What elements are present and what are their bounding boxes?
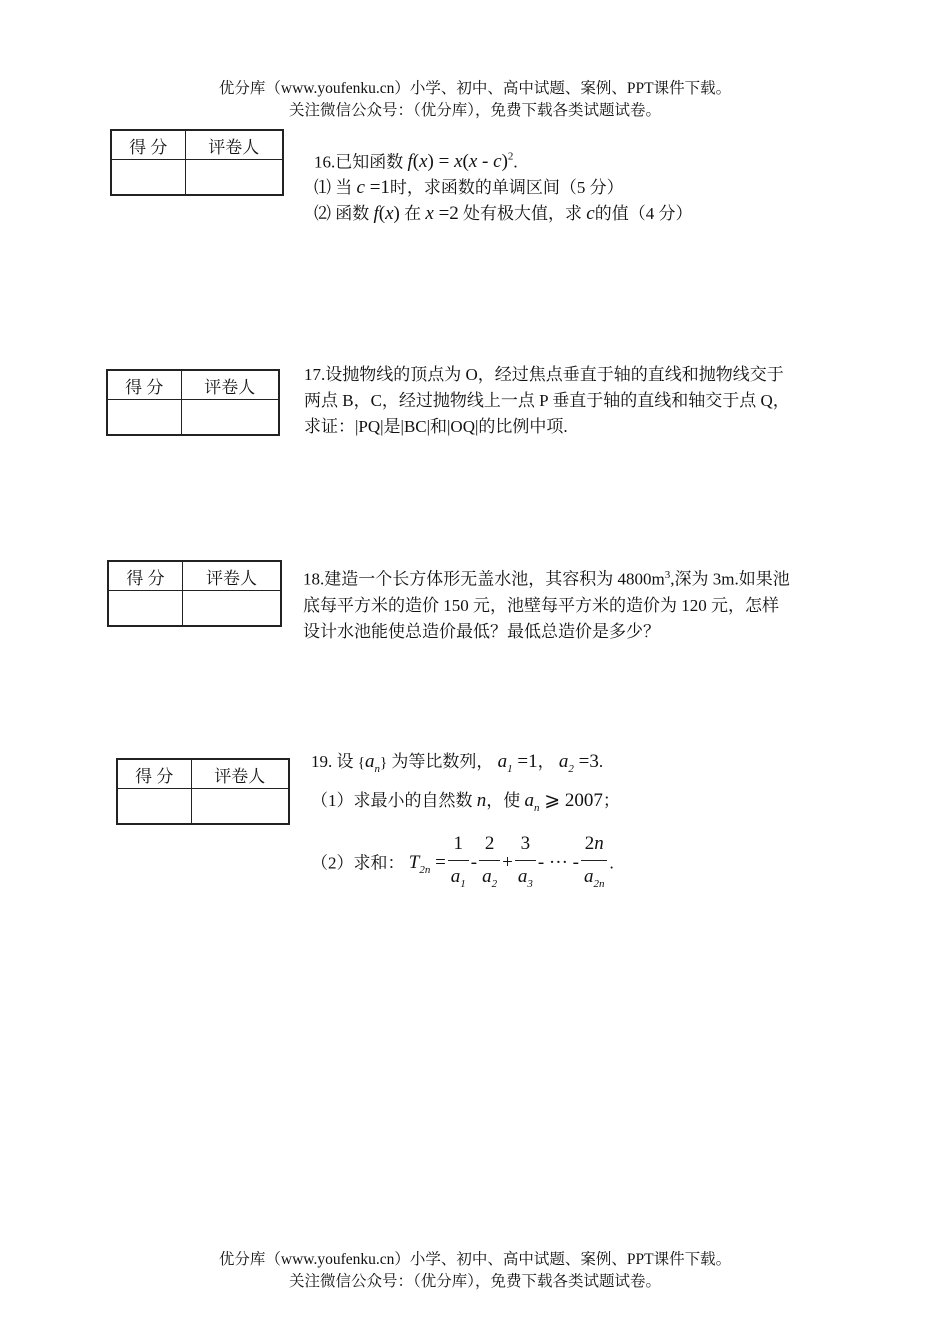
score-label: 得 分 [108,561,183,591]
q17-line-1: 17.设抛物线的顶点为 O，经过焦点垂直于轴的直线和抛物线交于 [304,365,784,384]
footer-line-2: 关注微信公众号：（优分库），免费下载各类试题试卷。 [288,1273,661,1290]
q19-sum-formula: $T_{2n}$ = $\frac{1}{a_1}$ - $\frac{2}{a_2}$ + $\frac{3}{a_3}$ - ··· - $\frac{2n}{a_{2n}}$ [409,852,610,873]
grader-blank[interactable] [185,160,283,196]
grader-label: 评卷人 [183,561,281,591]
grader-blank[interactable] [183,591,281,627]
q16-function-formula: f(x) = x(x - c)$^2$ [407,151,514,173]
q17-line-3: 求证：|PQ|是|BC|和|OQ|的比例中项. [304,417,568,436]
grader-label: 评卷人 [191,759,289,789]
grader-label: 评卷人 [185,130,283,160]
page-header [0,78,950,122]
q16-part-2: ⑵ 函数 f(x) 在 x =2 处有极大值，求 c的值（4 分） [314,203,693,225]
question-18 [303,562,790,645]
q16-part-1: ⑴ 当 c =1时，求函数的单调区间（5 分） [314,177,624,199]
score-blank[interactable] [107,400,181,436]
q19-part-1: （1）求最小的自然数 n，使 $a_n$ ⩾ 2007； [311,789,620,814]
score-box-q18 [107,560,282,627]
header-line-1: 优分库（www.youfenku.cn）小学、初中、高中试题、案例、PPT课件下载。 [218,80,732,97]
grader-label: 评卷人 [181,370,279,400]
score-box-q19 [116,758,290,825]
q18-line-3: 设计水池能使总造价最低？最低总造价是多少？ [303,621,660,641]
q18-line-1: 18.建造一个长方体形无盖水池，其容积为 $4800m^3$,深为 3m.如果池 [303,569,790,589]
score-blank[interactable] [111,160,185,196]
q19-stem: 19. 设 $\{a_n\}$ 为等比数列， $a_1 =1$， $a_2 =3$. [311,751,604,775]
q18-line-2: 底每平方米的造价 150 元，池壁每平方米的造价为 120 元，怎样 [303,595,779,615]
question-16 [314,144,692,227]
header-line-2: 关注微信公众号：（优分库），免费下载各类试题试卷。 [288,102,661,119]
question-19 [311,746,620,899]
page-footer [0,1249,950,1293]
score-box-q17 [106,369,280,436]
score-blank[interactable] [108,591,183,627]
score-label: 得 分 [111,130,185,160]
grader-blank[interactable] [191,789,289,825]
score-box-q16 [110,129,284,196]
question-17 [304,362,790,440]
score-label: 得 分 [117,759,191,789]
score-blank[interactable] [117,789,191,825]
q19-part-2: （2）求和： $T_{2n}$ = $\frac{1}{a_1}$ - $\frac{2}{a_2}$ + $\frac{3}{a_3}$ - ··· - $\frac{2n}{a_{2n}}$ . [311,828,620,900]
q16-condition-c: c =1 [356,177,390,199]
score-label: 得 分 [107,370,181,400]
q17-line-2: 两点 B，C，经过抛物线上一点 P 垂直于轴的直线和轴交于点 Q， [304,391,790,410]
footer-line-1: 优分库（www.youfenku.cn）小学、初中、高中试题、案例、PPT课件下载。 [218,1251,732,1268]
q16-stem: 16.已知函数 f(x) = x(x - c)$^2$. [314,151,518,173]
grader-blank[interactable] [181,400,279,436]
